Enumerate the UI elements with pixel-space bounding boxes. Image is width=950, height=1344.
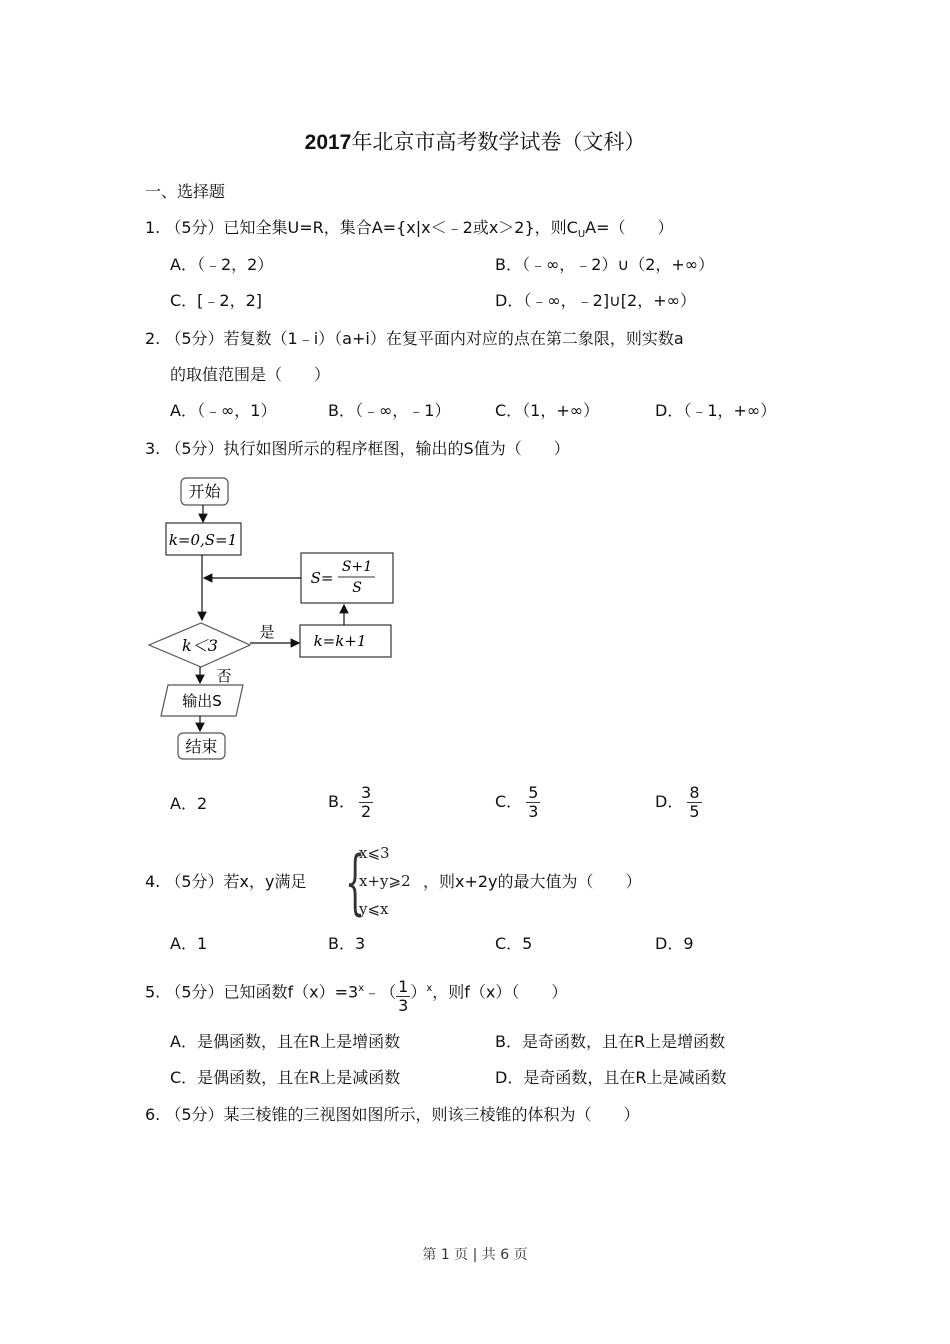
subscript: U xyxy=(577,229,586,241)
question-2-option-c: C．（1，+∞） xyxy=(495,401,600,420)
option-label: A． xyxy=(170,794,197,813)
numerator: 5 xyxy=(528,783,539,802)
question-number: 1. xyxy=(145,218,161,237)
question-4-option-c: C．5 xyxy=(495,934,533,953)
option-value: 2 xyxy=(196,794,208,813)
question-4-option-b: B．3 xyxy=(328,934,366,953)
denominator: 2 xyxy=(360,802,372,821)
question-text: （5分）已知函数f（x）=3 xyxy=(165,982,359,1002)
flowchart-update-s-den: S xyxy=(352,580,362,596)
fraction xyxy=(687,784,701,821)
question-text: ） xyxy=(410,982,427,1002)
question-2-option-a: A．（﹣∞，1） xyxy=(170,401,277,420)
question-text: （5分）某三棱锥的三视图如图所示，则该三棱锥的体积为（ ） xyxy=(165,1105,640,1124)
question-text: ，则f（x）（ ） xyxy=(432,982,568,1002)
superscript: x xyxy=(358,983,365,994)
question-text: （5分）若x，y满足 xyxy=(165,872,307,891)
flowchart-update-s-num: S+1 xyxy=(341,559,373,575)
question-3-option-a xyxy=(170,793,207,815)
flowchart xyxy=(140,470,410,770)
question-4-stem xyxy=(145,871,306,893)
question-1-option-d: D．（﹣∞，﹣2]∪[2，+∞） xyxy=(495,291,696,310)
option-label: C． xyxy=(495,792,523,811)
fraction xyxy=(396,978,410,1015)
question-text: （5分）执行如图所示的程序框图，输出的S值为（ ） xyxy=(165,439,570,458)
question-2-stem-cont: 的取值范围是（ ） xyxy=(170,365,331,384)
flowchart-update-s-lhs: S= xyxy=(310,569,334,587)
left-brace-icon: { xyxy=(345,841,366,923)
page-title xyxy=(0,126,950,156)
question-3-option-b xyxy=(328,784,373,821)
denominator: 3 xyxy=(398,996,409,1016)
constraint-2: x+y⩾2 xyxy=(359,872,411,890)
question-4-option-d: D．9 xyxy=(655,934,694,953)
flowchart-yes-label: 是 xyxy=(259,623,275,641)
constraint-3: y⩽x xyxy=(359,900,389,918)
question-5-option-c: C．是偶函数，且在R上是减函数 xyxy=(170,1068,401,1087)
question-5-stem xyxy=(145,978,567,1015)
question-5-option-d: D．是奇函数，且在R上是减函数 xyxy=(495,1068,727,1087)
question-3-stem xyxy=(145,438,570,460)
question-number: 4. xyxy=(145,872,161,891)
numerator: 8 xyxy=(689,783,700,802)
fraction xyxy=(359,784,373,821)
question-5-option-b: B．是奇函数，且在R上是增函数 xyxy=(495,1032,726,1051)
option-label: B． xyxy=(328,792,355,811)
numerator: 3 xyxy=(360,783,372,802)
question-number: 3. xyxy=(145,439,161,458)
question-number: 5. xyxy=(145,982,161,1002)
page-footer: 第 1 页 | 共 6 页 xyxy=(422,1247,528,1263)
question-3-option-c xyxy=(495,784,540,821)
flowchart-end-label: 结束 xyxy=(185,737,218,756)
flowchart-increment-label: k=k+1 xyxy=(313,632,367,650)
question-3-option-d xyxy=(655,784,702,821)
question-text: ﹣（ xyxy=(364,982,397,1002)
constraint-1: x⩽3 xyxy=(359,844,390,862)
question-5-option-a: A．是偶函数，且在R上是增函数 xyxy=(170,1032,401,1051)
question-text: A=（ ） xyxy=(585,218,674,237)
question-4-stem-cont: ，则x+2y的最大值为（ ） xyxy=(423,872,642,891)
question-2-option-b: B．（﹣∞，﹣1） xyxy=(328,401,451,420)
question-1-option-a: A．（﹣2，2） xyxy=(170,255,274,274)
question-number: 2. xyxy=(145,329,161,348)
question-text: （5分）已知全集U=R，集合A={x|x＜﹣2或x＞2}，则C xyxy=(165,218,578,237)
question-1-option-c: C．[﹣2，2] xyxy=(170,291,263,310)
flowchart-start-label: 开始 xyxy=(188,482,221,501)
flowchart-no-label: 否 xyxy=(216,667,232,685)
question-2-stem xyxy=(145,328,684,350)
flowchart-condition-label: k＜3 xyxy=(182,636,218,655)
question-1-option-b: B．（﹣∞，﹣2）∪（2，+∞） xyxy=(495,255,715,274)
numerator: 1 xyxy=(398,977,409,997)
superscript: x xyxy=(426,983,433,994)
question-2-option-d: D．（﹣1，+∞） xyxy=(655,401,777,420)
question-4-option-a: A．1 xyxy=(170,934,208,953)
denominator: 5 xyxy=(689,802,700,821)
denominator: 3 xyxy=(528,802,539,821)
question-text: （5分）若复数（1﹣i）（a+i）在复平面内对应的点在第二象限，则实数a xyxy=(165,329,684,348)
question-6-stem xyxy=(145,1104,640,1126)
title-year: 2017 xyxy=(304,131,352,154)
section-heading: 一、选择题 xyxy=(145,182,226,201)
flowchart-output-label: 输出S xyxy=(182,692,222,710)
flowchart-init-label: k=0,S=1 xyxy=(168,531,238,549)
fraction xyxy=(526,784,540,821)
constraint-system xyxy=(345,842,415,924)
question-1-stem xyxy=(145,217,674,246)
title-text: 年北京市高考数学试卷（文科） xyxy=(351,130,646,154)
option-label: D． xyxy=(655,792,684,811)
question-number: 6. xyxy=(145,1105,161,1124)
